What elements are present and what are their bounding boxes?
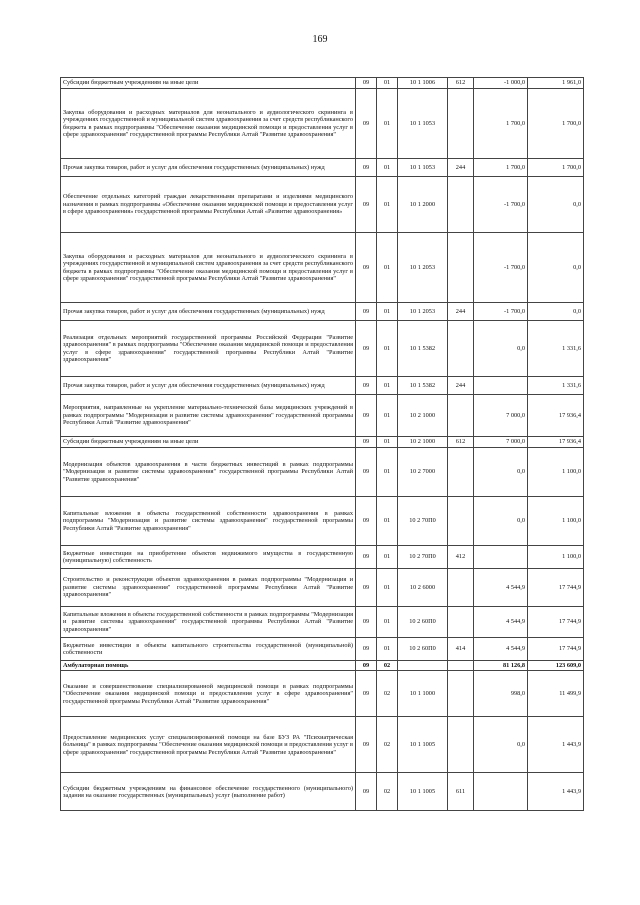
table-row [61, 233, 584, 303]
target-article-code: 10 1 1005 [398, 717, 448, 773]
expense-type-code [448, 321, 474, 377]
section-code: 09 [356, 546, 377, 569]
subsection-code: 01 [377, 321, 398, 377]
target-article-code: 10 1 1005 [398, 773, 448, 811]
section-code: 09 [356, 638, 377, 661]
table-row [61, 497, 584, 546]
section-code: 09 [356, 569, 377, 607]
section-code: 09 [356, 303, 377, 321]
amount-change: 81 126,8 [474, 661, 528, 671]
expense-type-code: 612 [448, 437, 474, 448]
subsection-code: 01 [377, 497, 398, 546]
subsection-code: 01 [377, 89, 398, 159]
row-description: Бюджетные инвестиции на приобретение объектов недвижимого имущества в государственную (муниципальную) собственность [61, 546, 356, 569]
amount-total: 1 443,9 [528, 773, 584, 811]
subsection-code: 01 [377, 607, 398, 638]
row-description: Прочая закупка товаров, работ и услуг для обеспечения государственных (муниципальных) нужд [61, 159, 356, 177]
target-article-code: 10 1 2053 [398, 233, 448, 303]
amount-total: 1 700,0 [528, 89, 584, 159]
table-row [61, 89, 584, 159]
amount-total: 1 700,0 [528, 159, 584, 177]
table-row [61, 607, 584, 638]
expense-type-code: 244 [448, 303, 474, 321]
amount-change [474, 546, 528, 569]
expense-type-code [448, 671, 474, 717]
table-row [61, 638, 584, 661]
amount-total: 1 331,6 [528, 377, 584, 395]
row-description: Закупка оборудования и расходных материалов для неонатального и аудиологического скрининга в учреждениях государственной и муниципальной систем здравоохранения за счет средств республиканского бюджета в рамках подпрограммы "Обеспечение оказания медицинской помощи и предоставления услуг в сфере здравоохранения" государственной программы Республики Алтай "Развитие здравоохранения" [61, 89, 356, 159]
target-article-code: 10 1 5382 [398, 321, 448, 377]
expense-type-code: 414 [448, 638, 474, 661]
target-article-code: 10 1 2000 [398, 177, 448, 233]
expense-type-code [448, 661, 474, 671]
amount-total: 1 100,0 [528, 448, 584, 497]
target-article-code: 10 1 1006 [398, 78, 448, 89]
target-article-code: 10 2 60П0 [398, 607, 448, 638]
amount-change: -1 700,0 [474, 233, 528, 303]
amount-change: -1 000,0 [474, 78, 528, 89]
amount-change: 998,0 [474, 671, 528, 717]
amount-change: 1 700,0 [474, 159, 528, 177]
amount-change: 1 700,0 [474, 89, 528, 159]
amount-total: 0,0 [528, 233, 584, 303]
row-description: Бюджетные инвестиции в объекты капитального строительства государственной (муниципальной) собственности [61, 638, 356, 661]
amount-change: 4 544,9 [474, 607, 528, 638]
amount-total: 0,0 [528, 303, 584, 321]
section-code: 09 [356, 497, 377, 546]
section-code: 09 [356, 437, 377, 448]
table-row [61, 377, 584, 395]
section-code: 09 [356, 159, 377, 177]
target-article-code: 10 1 1053 [398, 159, 448, 177]
table-row [61, 569, 584, 607]
amount-total: 17 744,9 [528, 569, 584, 607]
amount-total: 1 100,0 [528, 497, 584, 546]
row-description: Прочая закупка товаров, работ и услуг для обеспечения государственных (муниципальных) нужд [61, 303, 356, 321]
amount-change: 7 000,0 [474, 437, 528, 448]
row-description: Модернизация объектов здравоохранения в части бюджетных инвестиций в рамках подпрограммы "Модернизация и развитие системы здравоохранения" государственной программы Республики Алтай "Развитие здравоохранения" [61, 448, 356, 497]
expense-type-code [448, 177, 474, 233]
section-code: 09 [356, 78, 377, 89]
row-description: Оказание и совершенствование специализированной медицинской помощи в рамках подпрограммы "Обеспечение оказания медицинской помощи и предоставления услуг в сфере здравоохранения" государственной программы Республики Алтай "Развитие здравоохранения" [61, 671, 356, 717]
amount-total: 1 443,9 [528, 717, 584, 773]
amount-change: 0,0 [474, 321, 528, 377]
amount-total: 1 100,0 [528, 546, 584, 569]
expense-type-code: 244 [448, 377, 474, 395]
table-row [61, 159, 584, 177]
target-article-code: 10 2 6000 [398, 569, 448, 607]
target-article-code [398, 661, 448, 671]
amount-change: 0,0 [474, 448, 528, 497]
amount-change: 0,0 [474, 717, 528, 773]
expense-type-code: 412 [448, 546, 474, 569]
table-row [61, 303, 584, 321]
section-code: 09 [356, 773, 377, 811]
table-row [61, 177, 584, 233]
table-row [61, 773, 584, 811]
section-code: 09 [356, 177, 377, 233]
row-description: Субсидии бюджетным учреждениям на финансовое обеспечение государственного (муниципального) задания на оказание государственных (муниципальных) услуг (выполнение работ) [61, 773, 356, 811]
target-article-code: 10 1 1000 [398, 671, 448, 717]
expense-type-code: 612 [448, 78, 474, 89]
row-description: Прочая закупка товаров, работ и услуг для обеспечения государственных (муниципальных) нужд [61, 377, 356, 395]
amount-change: 4 544,9 [474, 638, 528, 661]
amount-change [474, 377, 528, 395]
amount-change: 4 544,9 [474, 569, 528, 607]
expense-type-code: 244 [448, 159, 474, 177]
table-row [61, 78, 584, 89]
subsection-code: 01 [377, 546, 398, 569]
expense-type-code [448, 233, 474, 303]
expense-type-code [448, 569, 474, 607]
subsection-code: 02 [377, 717, 398, 773]
section-code: 09 [356, 89, 377, 159]
budget-table [60, 77, 584, 811]
expense-type-code [448, 395, 474, 437]
subsection-code: 01 [377, 395, 398, 437]
table-row [61, 448, 584, 497]
amount-total: 1 961,0 [528, 78, 584, 89]
subsection-code: 01 [377, 78, 398, 89]
target-article-code: 10 2 70П0 [398, 497, 448, 546]
subsection-code: 01 [377, 638, 398, 661]
expense-type-code: 611 [448, 773, 474, 811]
expense-type-code [448, 607, 474, 638]
target-article-code: 10 2 1000 [398, 437, 448, 448]
target-article-code: 10 1 2053 [398, 303, 448, 321]
subsection-code: 01 [377, 233, 398, 303]
amount-total: 17 936,4 [528, 395, 584, 437]
row-description: Обеспечение отдельных категорий граждан лекарственными препаратами и изделиями медицинского назначения в рамках подпрограммы «Обеспечение оказания медицинской помощи и предоставления услуг в сфере здравоохранения» государственной программы Республики Алтай «Развитие здравоохранения» [61, 177, 356, 233]
amount-change: -1 700,0 [474, 177, 528, 233]
amount-total: 17 936,4 [528, 437, 584, 448]
page-number: 169 [312, 34, 328, 45]
row-description: Субсидии бюджетным учреждениям на иные цели [61, 437, 356, 448]
subsection-code: 01 [377, 569, 398, 607]
subsection-code: 02 [377, 661, 398, 671]
expense-type-code [448, 89, 474, 159]
amount-total: 17 744,9 [528, 607, 584, 638]
amount-total: 11 499,9 [528, 671, 584, 717]
row-description: Капитальные вложения в объекты государственной собственности в рамках подпрограммы "Модернизация и развитие системы здравоохранения" государственной программы Республики Алтай "Развитие здравоохранения" [61, 607, 356, 638]
amount-change [474, 773, 528, 811]
subsection-code: 01 [377, 437, 398, 448]
row-description: Мероприятия, направленные на укрепление материально-технической базы медицинских учреждений в рамках подпрограммы "Модернизация и развитие системы здравоохранения" государственной программы Республики Алтай "Развитие здравоохранения" [61, 395, 356, 437]
row-description: Предоставление медицинских услуг специализированной помощи на базе БУЗ РА "Психиатрическая больница" в рамках подпрограммы "Обеспечение оказания медицинской помощи и предоставления услуг в сфере здравоохранения" государственной программы Республики Алтай "Развитие здравоохранения" [61, 717, 356, 773]
expense-type-code [448, 497, 474, 546]
expense-type-code [448, 448, 474, 497]
subsection-code: 01 [377, 448, 398, 497]
section-code: 09 [356, 448, 377, 497]
amount-total: 1 331,6 [528, 321, 584, 377]
subsection-code: 01 [377, 177, 398, 233]
table-row [61, 546, 584, 569]
target-article-code: 10 1 5382 [398, 377, 448, 395]
expense-type-code [448, 717, 474, 773]
amount-total: 123 609,0 [528, 661, 584, 671]
row-description: Субсидии бюджетным учреждениям на иные цели [61, 78, 356, 89]
table-row [61, 437, 584, 448]
target-article-code: 10 2 60П0 [398, 638, 448, 661]
row-description: Закупка оборудования и расходных материалов для неонатального и аудиологического скрининга в учреждениях государственной и муниципальной систем здравоохранения за счет средств республиканского бюджета в рамках подпрограммы "Обеспечение оказания медицинской помощи и предоставления услуг в сфере здравоохранения" государственной программы Республики Алтай "Развитие здравоохранения" [61, 233, 356, 303]
section-code: 09 [356, 661, 377, 671]
amount-total: 17 744,9 [528, 638, 584, 661]
amount-total: 0,0 [528, 177, 584, 233]
subsection-code: 01 [377, 377, 398, 395]
table-row [61, 661, 584, 671]
section-code: 09 [356, 607, 377, 638]
section-code: 09 [356, 671, 377, 717]
table-row [61, 717, 584, 773]
target-article-code: 10 2 70П0 [398, 546, 448, 569]
row-description: Амбулаторная помощь [61, 661, 356, 671]
row-description: Капитальные вложения в объекты государственной собственности здравоохранения в рамках подпрограммы "Модернизация и развитие системы здравоохранения" государственной программы Республики Алтай "Развитие здравоохранения" [61, 497, 356, 546]
table-row [61, 671, 584, 717]
amount-change: 0,0 [474, 497, 528, 546]
target-article-code: 10 2 7000 [398, 448, 448, 497]
row-description: Строительство и реконструкция объектов здравоохранения в рамках подпрограммы "Модернизация и развитие системы здравоохранения" государственной программы Республики Алтай "Развитие здравоохранения" [61, 569, 356, 607]
subsection-code: 01 [377, 303, 398, 321]
subsection-code: 01 [377, 159, 398, 177]
subsection-code: 02 [377, 773, 398, 811]
row-description: Реализация отдельных мероприятий государственной программы Российской Федерации "Развитие здравоохранения" в рамках подпрограммы "Обеспечение оказания медицинской помощи и предоставления услуг в сфере здравоохранения" государственной программы Республики Алтай "Развитие здравоохранения" [61, 321, 356, 377]
subsection-code: 02 [377, 671, 398, 717]
table-row [61, 321, 584, 377]
target-article-code: 10 2 1000 [398, 395, 448, 437]
table-row [61, 395, 584, 437]
section-code: 09 [356, 233, 377, 303]
section-code: 09 [356, 321, 377, 377]
section-code: 09 [356, 377, 377, 395]
section-code: 09 [356, 395, 377, 437]
amount-change: -1 700,0 [474, 303, 528, 321]
target-article-code: 10 1 1053 [398, 89, 448, 159]
amount-change: 7 000,0 [474, 395, 528, 437]
section-code: 09 [356, 717, 377, 773]
